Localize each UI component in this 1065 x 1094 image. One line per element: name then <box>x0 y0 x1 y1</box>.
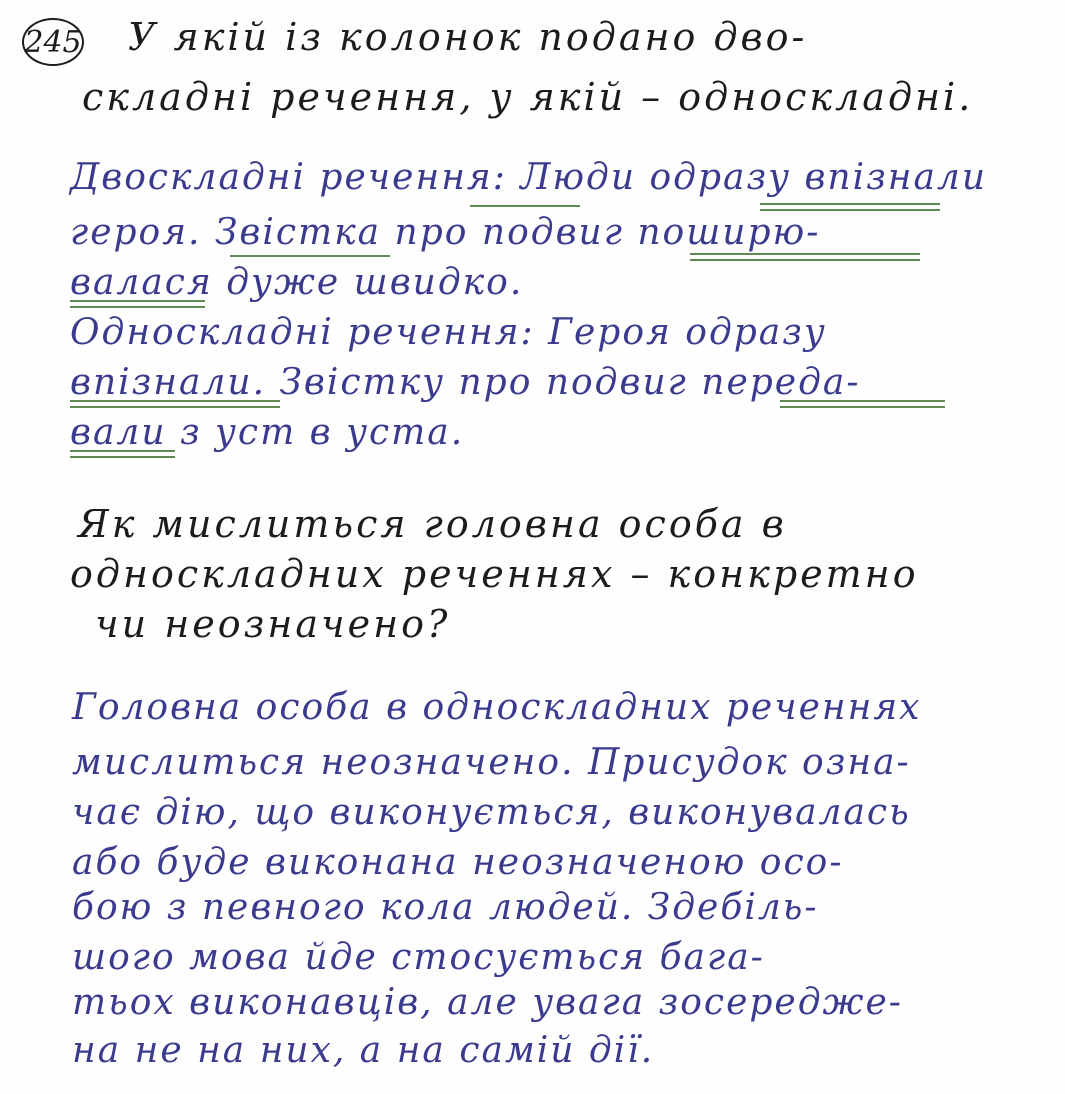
answer2-line-4: або буде виконана неозначеною осо- <box>72 842 844 883</box>
answer1-line-2: героя. Звістка про подвиг поширю- <box>70 212 821 253</box>
predicate-underline <box>780 400 945 408</box>
answer2-line-6: шого мова йде стосується бага- <box>72 937 765 978</box>
question-line-1: Як мислиться головна особа в <box>78 502 787 546</box>
answer2-line-7: тьох виконавців, але увага зосередже- <box>72 982 903 1023</box>
answer2-line-3: чає дію, що виконується, виконувалась <box>72 792 911 833</box>
predicate-underline <box>760 203 940 211</box>
answer2-line-2: мислиться неозначено. Присудок озна- <box>72 742 911 783</box>
answer1-line-5: впізнали. Звістку про подвиг переда- <box>70 362 861 403</box>
answer1-line-6: вали з уст в уста. <box>70 412 465 453</box>
answer1-line-4: Односкладні речення: Героя одразу <box>70 312 827 353</box>
predicate-underline <box>70 450 175 458</box>
answer2-line-5: бою з певного кола людей. Здебіль- <box>72 887 819 928</box>
subject-underline <box>230 255 390 257</box>
answer1-line-1: Двоскладні речення: Люди одразу впізнали <box>70 157 988 198</box>
question-line-3: чи неозначено? <box>95 602 451 646</box>
answer2-line-1: Головна особа в односкладних реченнях <box>72 687 922 728</box>
subject-underline <box>470 205 580 207</box>
task-line-1: У якій із колонок подано дво- <box>128 15 808 59</box>
task-line-2: складні речення, у якій – односкладні. <box>82 75 974 119</box>
predicate-underline <box>70 400 280 408</box>
answer1-line-3: валася дуже швидко. <box>70 262 524 303</box>
question-line-2: односкладних реченнях – конкретно <box>70 552 919 596</box>
predicate-underline <box>690 253 920 261</box>
exercise-number: 245 <box>22 18 84 66</box>
predicate-underline <box>70 300 205 308</box>
answer2-line-8: на не на них, а на самій дії. <box>72 1030 655 1071</box>
